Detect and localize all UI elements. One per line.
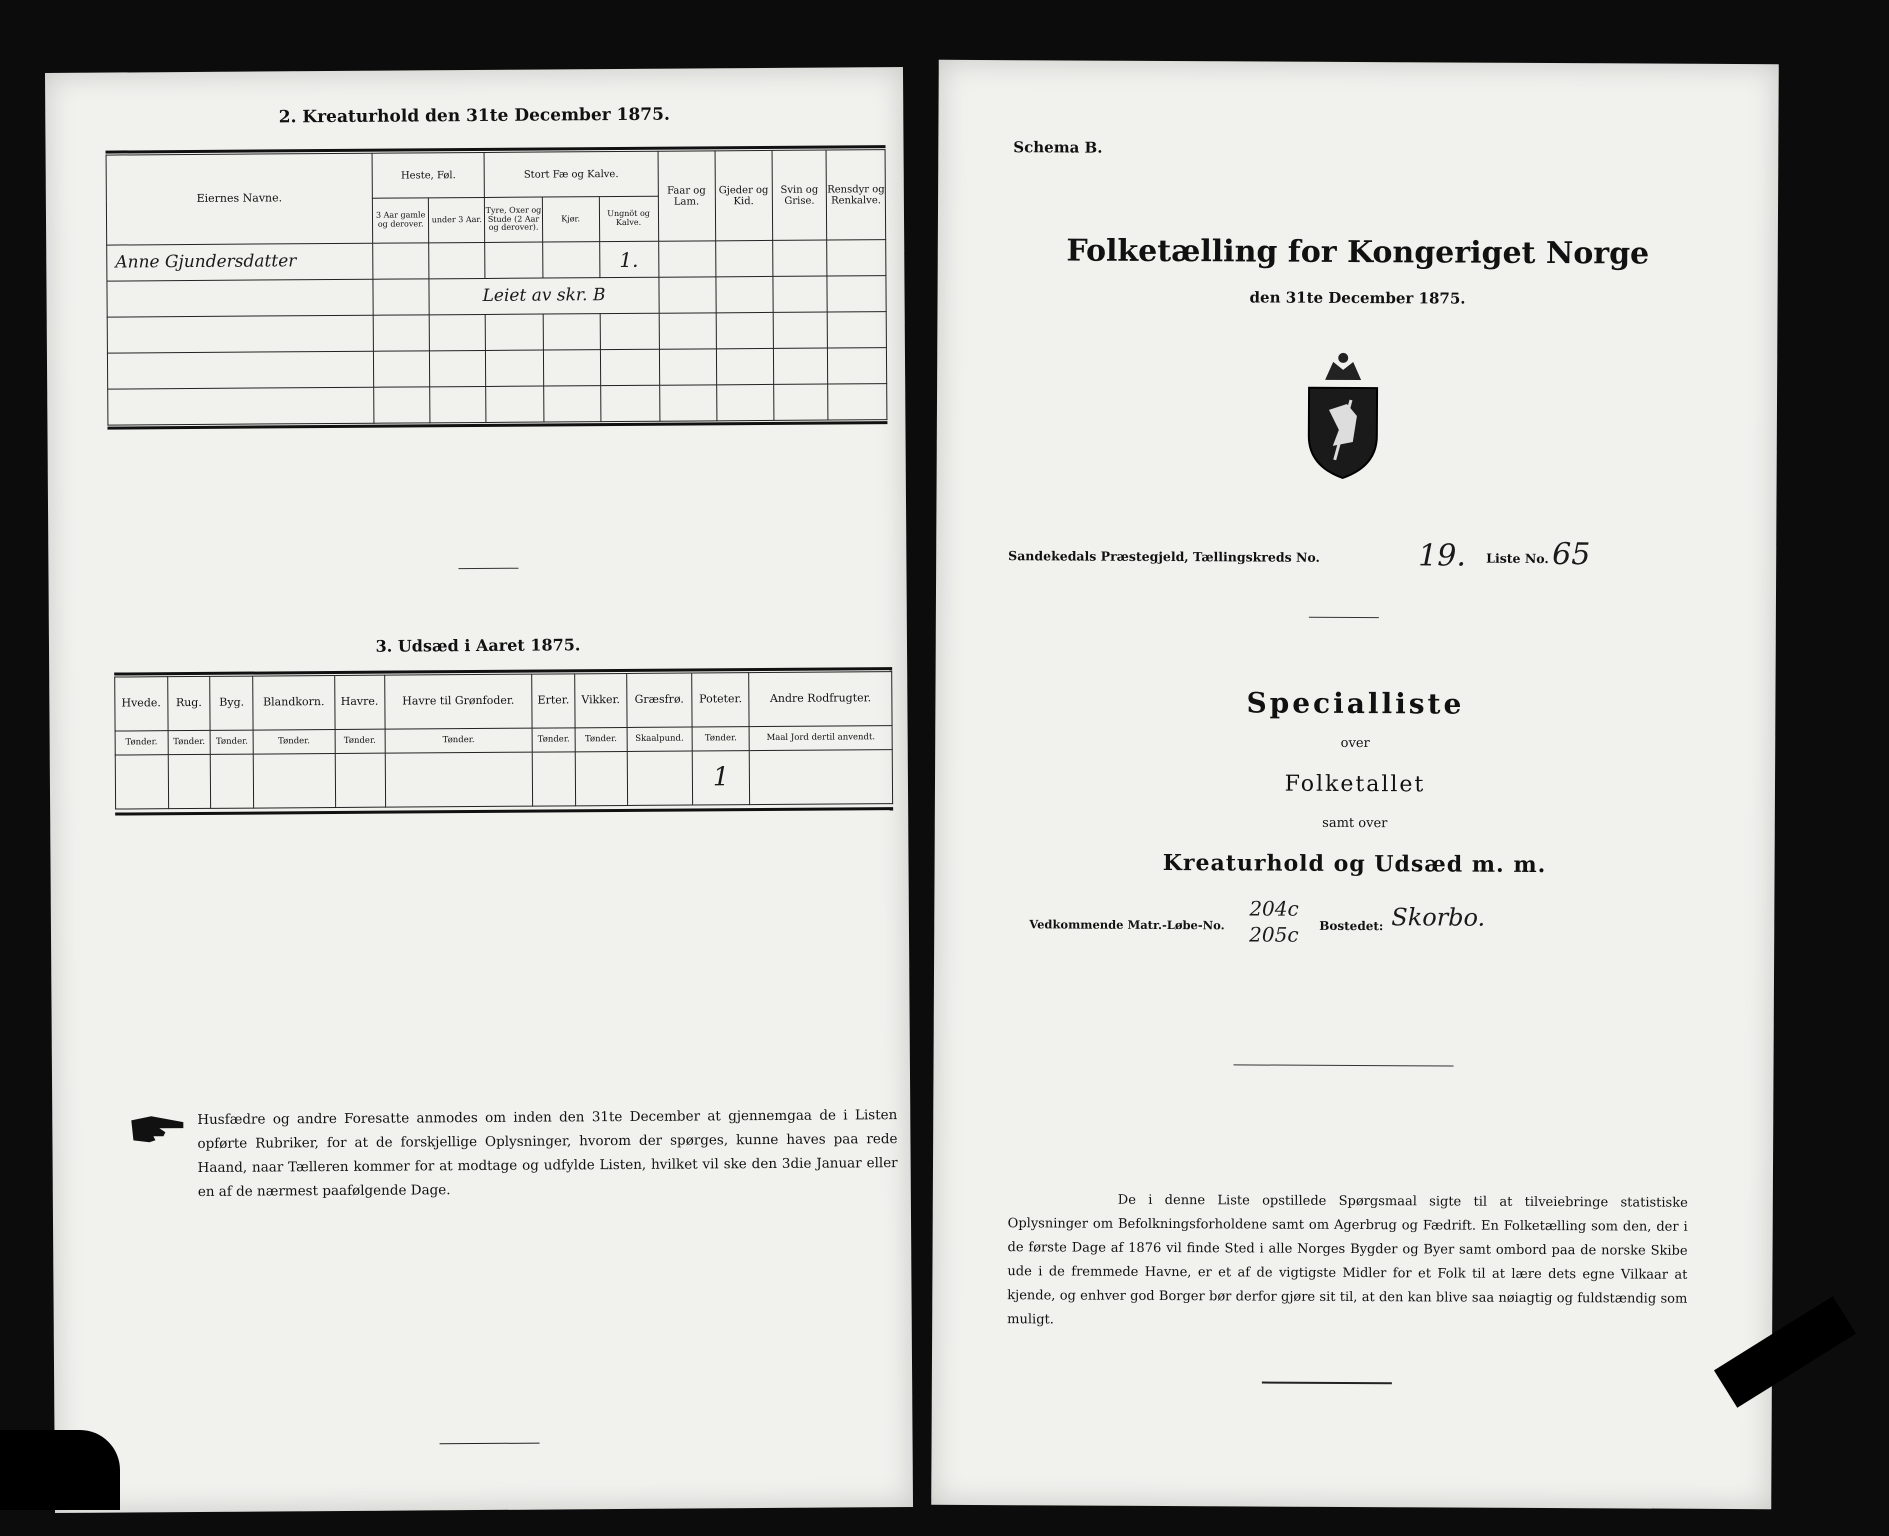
special-title: Specialliste [1246, 686, 1465, 721]
section2-title: 2. Kreaturhold den 31te December 1875. [278, 104, 670, 128]
sowing-cell [532, 752, 575, 806]
divider-bottom [1262, 1382, 1392, 1385]
gjeder-header: Gjeder og Kid. [715, 150, 773, 240]
sowing-cell [168, 754, 211, 808]
sowing-unit-2: Tønder. [210, 730, 253, 754]
sowing-cell [627, 751, 693, 805]
kreatur-title: Kreaturhold og Udsæd m. m. [1162, 849, 1547, 879]
sowing-cell [750, 750, 893, 805]
sowing-header-6: Erter. [532, 674, 575, 728]
liste-label: Liste No. [1486, 550, 1549, 567]
scan-artifact [0, 1430, 120, 1510]
col-owner-header: Eiernes Navne. [106, 153, 373, 245]
sub-tyre: Tyre, Oxer og Stude (2 Aar og derover). [485, 197, 543, 242]
sowing-header-10: Andre Rodfrugter. [749, 672, 892, 727]
sowing-unit-3: Tønder. [253, 730, 334, 755]
sowing-cell [115, 755, 168, 809]
sowing-header-0: Hvede. [115, 677, 168, 731]
bosted-label: Bostedet: [1319, 918, 1384, 934]
liste-no: 65 [1552, 537, 1591, 573]
divider-short [458, 568, 518, 569]
sowing-header-9: Poteter. [692, 673, 750, 727]
kreds-no: 19. [1418, 538, 1467, 574]
sowing-unit-5: Tønder. [385, 728, 532, 753]
sowing-header-8: Græsfrø. [626, 673, 692, 727]
schema-label: Schema B. [1013, 138, 1103, 157]
sowing-unit-4: Tønder. [335, 729, 385, 753]
sowing-cell [385, 752, 533, 807]
sowing-unit-9: Tønder. [692, 727, 749, 751]
sowing-header-2: Byg. [210, 676, 253, 730]
sowing-cell [335, 753, 386, 807]
divider-bottom [440, 1443, 540, 1445]
folketallet: Folketallet [1284, 771, 1426, 798]
sub-ungnot: Ungnöt og Kalve. [599, 196, 658, 241]
left-page [45, 67, 913, 1513]
notice-text: Husfædre og andre Foresatte anmodes om inden den 31te December at gjennemgaa de i Listen opførte Rubriker, for at de forskjellige Oplysninger, hvorom der spørges, kunne haves paa rede Haand, naar Tælleren kommer for at modtage og udfylde Listen, hvilket vil ske den 3die Januar eller en af de nærmest paafølgende Dage. [197, 1107, 898, 1200]
divider [1309, 617, 1379, 618]
matr-label: Vedkommende Matr.-Løbe-No. [1029, 917, 1225, 933]
sowing-unit-1: Tønder. [168, 730, 211, 754]
coat-of-arms [1295, 350, 1392, 483]
sowing-unit-10: Maal Jord dertil anvendt. [749, 726, 892, 751]
poteter-value: 1 [692, 751, 750, 805]
matr-value-2: 205c [1249, 922, 1299, 947]
date-line: den 31te December 1875. [1249, 288, 1466, 308]
sowing-header-5: Havre til Grønfoder. [385, 674, 533, 729]
info-paragraph: De i denne Liste opstillede Spørgsmaal sigte til at tilveiebringe statistiske Oplysninger om Befolkningsforholdene samt om Agerbrug og Fædrift. En Folketælling som den, der i de første Dage af 1876 vil finde Sted i alle Norges Bygder og Byer samt ombord paa de norske Skibe ude i de fremmede Havne, er et af de vigtigste Midler for et Folk til at lære dets egne Vilkaar at kjende, og enhver god Borger bør derfor gjøre sit til, at den kan blive saa nøiagtig og fuldstændig som muligt. [1007, 1192, 1688, 1328]
ungnot-value: 1. [599, 241, 658, 277]
svin-header: Svin og Grise. [772, 150, 827, 240]
sub-3aar: 3 Aar gamle og derover. [372, 198, 429, 243]
sowing-header-1: Rug. [167, 676, 210, 730]
matr-line [1029, 895, 1729, 959]
sowing-cell [211, 754, 254, 808]
sub-under3: under 3 Aar. [429, 197, 485, 242]
right-page [931, 60, 1779, 1509]
sowing-header-3: Blandkorn. [253, 676, 335, 731]
section3-title: 3. Udsæd i Aaret 1875. [375, 635, 581, 656]
sub-kjor: Kjør. [542, 197, 599, 242]
sowing-unit-8: Skaalpund. [627, 727, 693, 751]
parish-line [1008, 532, 1768, 576]
stort-fae-header: Stort Fæ og Kalve. [484, 151, 658, 197]
sowing-unit-7: Tønder. [575, 727, 627, 751]
sowing-cell [253, 754, 335, 809]
pointing-hand-icon [129, 1112, 187, 1146]
matr-value-1: 204c [1249, 896, 1299, 921]
faar-header: Faar og Lam. [658, 151, 716, 241]
sowing-unit-6: Tønder. [532, 728, 575, 752]
bosted-value: Skorbo. [1391, 903, 1486, 932]
parish-label: Sandekedals Præstegjeld, Tællingskreds No. [1008, 548, 1320, 565]
owner-name: Anne Gjundersdatter [107, 243, 373, 281]
row2-note: Leiet av skr. B [429, 277, 659, 315]
livestock-table [106, 149, 888, 425]
over-1: over [1340, 735, 1370, 752]
heste-header: Heste, Føl. [372, 152, 485, 198]
sowing-table [114, 671, 893, 809]
main-title: Folketælling for Kongeriget Norge [1066, 233, 1650, 272]
sowing-cell [575, 751, 627, 805]
sowing-header-7: Vikker. [575, 673, 627, 727]
sowing-unit-0: Tønder. [115, 731, 168, 755]
rensdyr-header: Rensdyr og Renkalve. [826, 150, 885, 240]
divider [1234, 1064, 1454, 1066]
sowing-header-4: Havre. [334, 675, 385, 729]
samt-over: samt over [1322, 815, 1388, 832]
